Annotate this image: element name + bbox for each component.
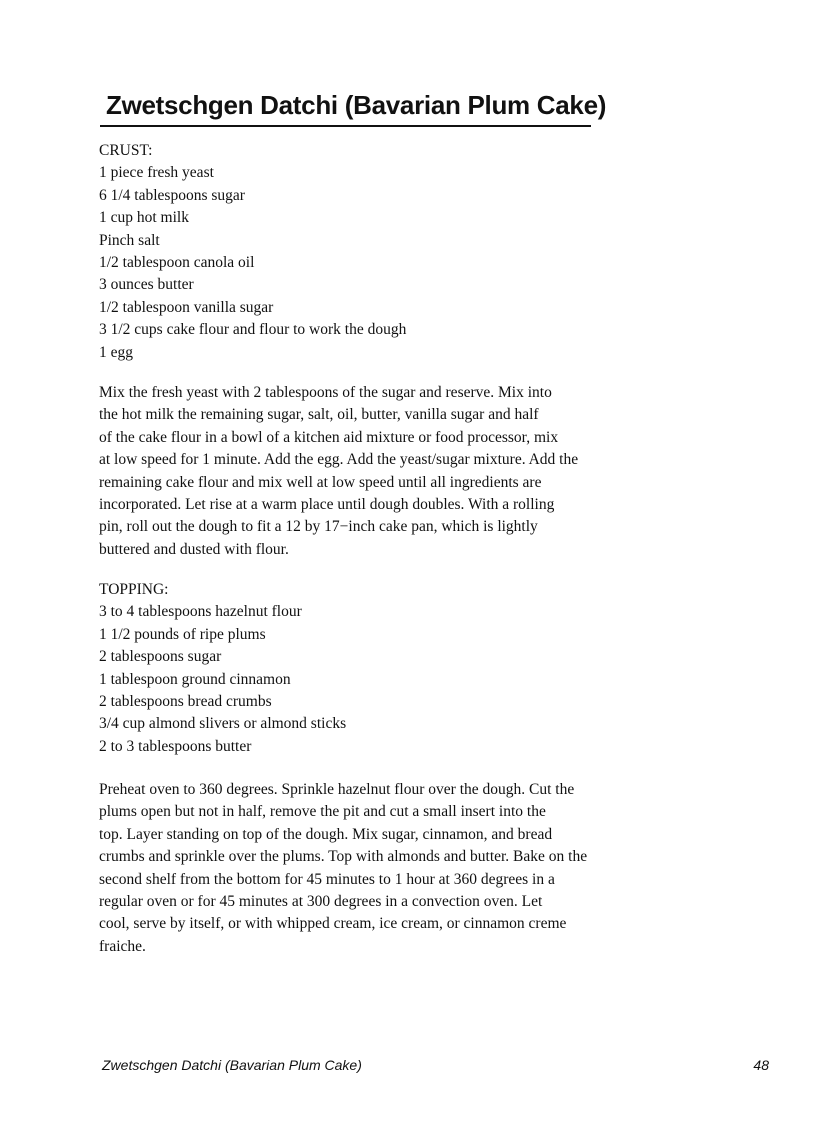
- page-title: Zwetschgen Datchi (Bavarian Plum Cake): [106, 90, 607, 120]
- instruction-line: regular oven or for 45 minutes at 300 degrees in a convection oven. Let: [99, 892, 543, 910]
- topping-ingredient: 2 tablespoons bread crumbs: [99, 692, 272, 710]
- crust-ingredient: 1 cup hot milk: [99, 209, 189, 227]
- instruction-line: incorporated. Let rise at a warm place until dough doubles. With a rolling: [99, 495, 555, 513]
- instruction-line: remaining cake flour and mix well at low speed until all ingredients are: [99, 473, 542, 491]
- topping-instructions: [99, 779, 699, 958]
- instruction-line: cool, serve by itself, or with whipped cream, ice cream, or cinnamon creme: [99, 915, 567, 933]
- crust-instructions: [99, 382, 699, 561]
- title-underline: [100, 125, 591, 127]
- topping-ingredient: 2 to 3 tablespoons butter: [99, 737, 252, 755]
- footer-title: Zwetschgen Datchi (Bavarian Plum Cake): [102, 1057, 362, 1073]
- instruction-line: Preheat oven to 360 degrees. Sprinkle hazelnut flour over the dough. Cut the: [99, 781, 575, 798]
- instruction-line: the hot milk the remaining sugar, salt, oil, butter, vanilla sugar and half: [99, 406, 539, 424]
- crust-ingredient: 1/2 tablespoon vanilla sugar: [99, 298, 274, 316]
- instruction-line: plums open but not in half, remove the pit and cut a small insert into the: [99, 803, 546, 821]
- instruction-line: at low speed for 1 minute. Add the egg. Add the yeast/sugar mixture. Add the: [99, 451, 579, 469]
- crust-ingredient: 6 1/4 tablespoons sugar: [99, 186, 245, 204]
- crust-ingredient: 1 egg: [99, 343, 134, 361]
- topping-ingredient: 1 1/2 pounds of ripe plums: [99, 625, 266, 643]
- page-number: 48: [753, 1057, 769, 1073]
- topping-ingredient: 3/4 cup almond slivers or almond sticks: [99, 715, 347, 733]
- instruction-line: Mix the fresh yeast with 2 tablespoons of the sugar and reserve. Mix into: [99, 384, 552, 401]
- topping-ingredient: 3 to 4 tablespoons hazelnut flour: [99, 603, 302, 621]
- instruction-line: fraiche.: [99, 937, 146, 955]
- crust-ingredient: 3 ounces butter: [99, 276, 194, 294]
- crust-ingredient: 1/2 tablespoon canola oil: [99, 253, 255, 271]
- topping-heading: TOPPING:: [99, 581, 169, 598]
- instruction-line: top. Layer standing on top of the dough. Mix sugar, cinnamon, and bread: [99, 825, 553, 843]
- crust-heading: CRUST:: [99, 142, 153, 159]
- instruction-line: pin, roll out the dough to fit a 12 by 17−inch cake pan, which is lightly: [99, 518, 538, 536]
- crust-section: [99, 140, 699, 364]
- instruction-line: second shelf from the bottom for 45 minutes to 1 hour at 360 degrees in a: [99, 870, 555, 888]
- instruction-line: of the cake flour in a bowl of a kitchen aid mixture or food processor, mix: [99, 428, 559, 446]
- crust-ingredient: 3 1/2 cups cake flour and flour to work the dough: [99, 321, 407, 339]
- topping-section: [99, 579, 699, 758]
- topping-ingredient: 2 tablespoons sugar: [99, 648, 222, 666]
- crust-ingredient: 1 piece fresh yeast: [99, 164, 214, 182]
- instruction-line: buttered and dusted with flour.: [99, 540, 289, 558]
- instruction-line: crumbs and sprinkle over the plums. Top with almonds and butter. Bake on the: [99, 848, 588, 866]
- crust-ingredient: Pinch salt: [99, 231, 160, 249]
- topping-ingredient: 1 tablespoon ground cinnamon: [99, 670, 291, 688]
